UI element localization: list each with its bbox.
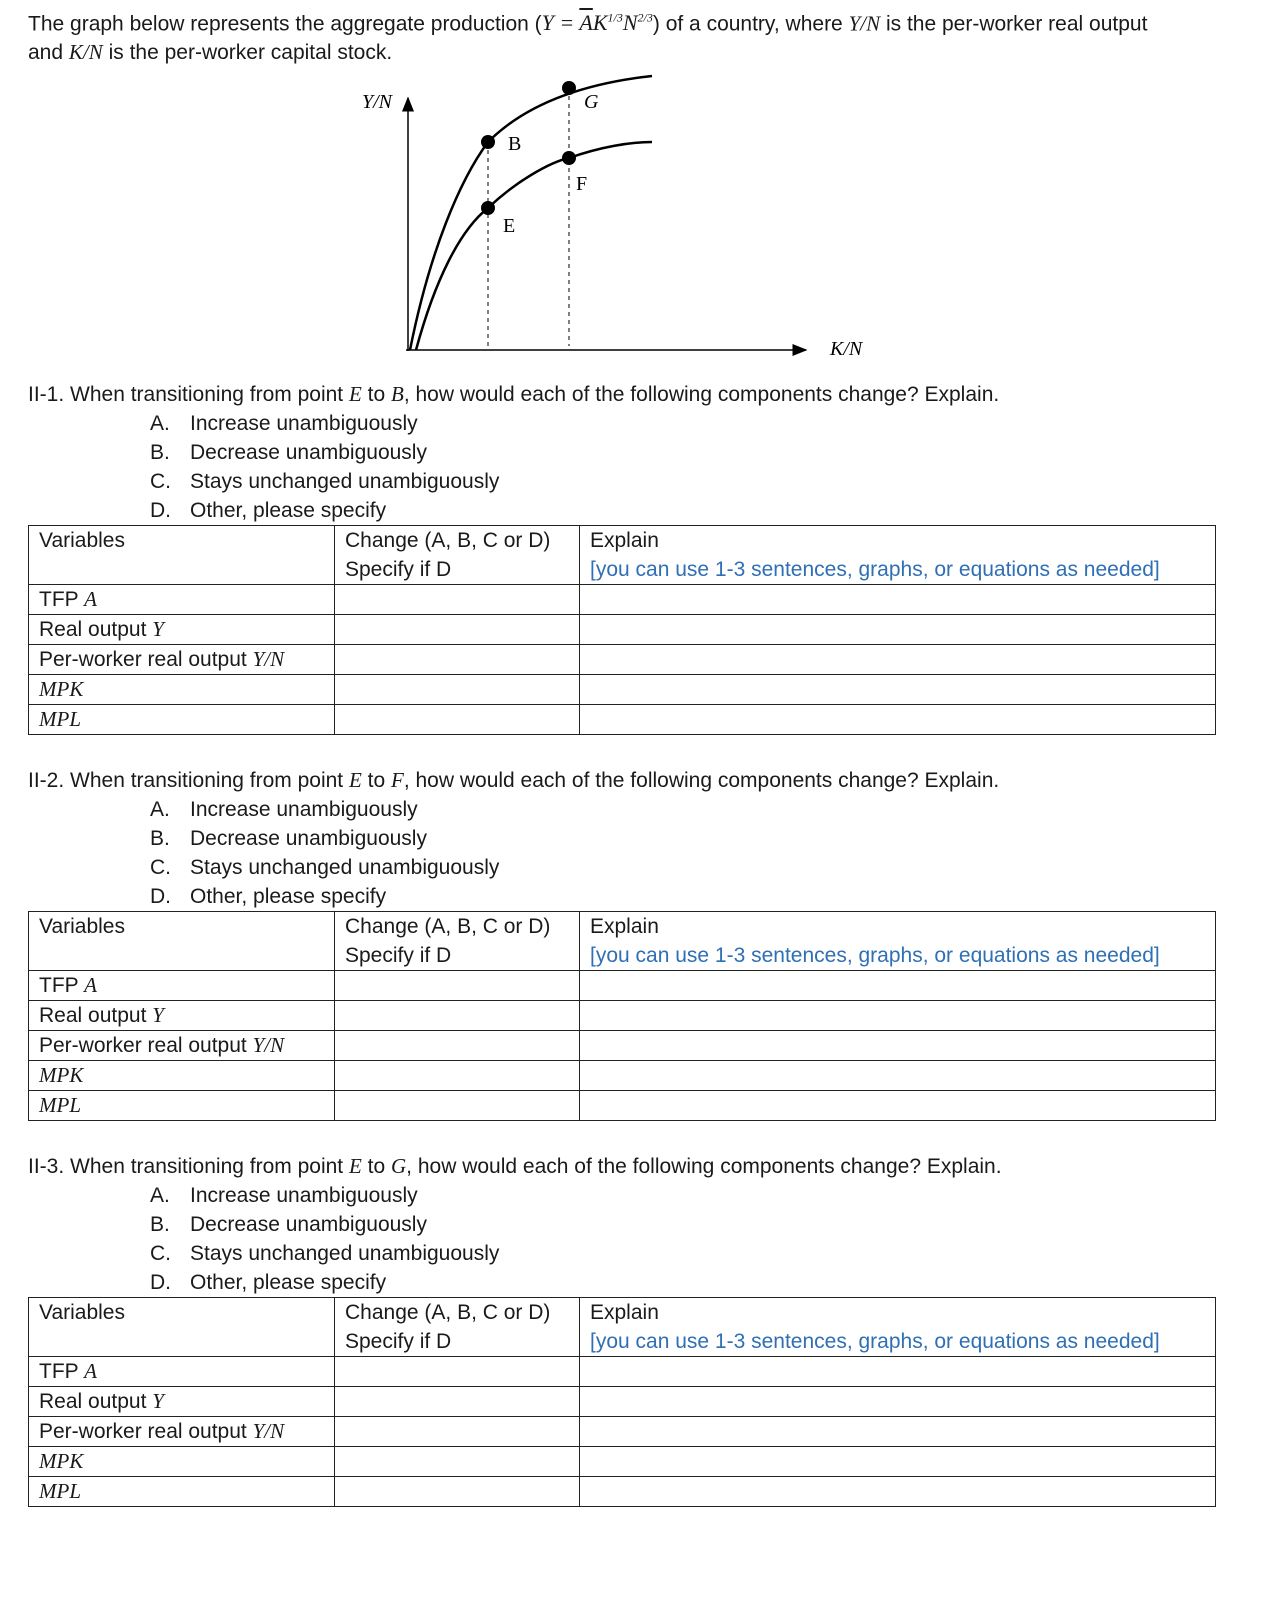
table-row <box>29 1091 1216 1121</box>
explain-cell[interactable] <box>580 1357 1216 1387</box>
point-g-label: G <box>584 91 599 113</box>
question-prefix: II-1. When transitioning from point <box>28 383 349 406</box>
variable-symbol: Y/N <box>252 1033 285 1057</box>
table-row <box>29 585 1216 615</box>
option-d <box>150 882 1254 911</box>
production-function-formula: $Y = \overline{A}K^{1/3}N^{2/3}$ <box>541 10 653 36</box>
header-change-line1: Change (A, B, C or D) <box>345 529 551 552</box>
question-from-point: E <box>348 1154 362 1178</box>
variable-per-worker-output <box>29 1417 335 1447</box>
explain-cell[interactable] <box>580 1061 1216 1091</box>
variable-per-worker-output <box>29 645 335 675</box>
option-letter: A. <box>150 412 170 435</box>
option-b <box>150 1210 1254 1239</box>
option-text: Other, please specify <box>190 1271 387 1294</box>
point-f-label: F <box>576 173 588 195</box>
change-cell[interactable] <box>335 1031 580 1061</box>
header-explain-hint: [you can use 1-3 sentences, graphs, or equations as needed] <box>590 1330 1160 1353</box>
variable-prefix: Per-worker real output <box>39 1420 253 1443</box>
question-suffix: , how would each of the following components change? Explain. <box>403 383 1000 406</box>
variable-prefix: Real output <box>39 1004 153 1027</box>
table-row <box>29 1477 1216 1507</box>
table-row <box>29 1061 1216 1091</box>
question-from-point: E <box>348 768 362 792</box>
variable-tfp <box>29 585 335 615</box>
change-cell[interactable] <box>335 705 580 735</box>
variable-prefix: TFP <box>39 1360 85 1383</box>
variable-symbol: MPK <box>39 1063 84 1087</box>
option-text: Increase unambiguously <box>190 1184 418 1207</box>
variable-symbol: MPL <box>39 707 81 731</box>
header-change <box>335 526 580 585</box>
intro-text-middle: ) of a country, where <box>652 12 849 36</box>
change-cell[interactable] <box>335 1001 580 1031</box>
intro-yn: Y/N <box>848 11 881 36</box>
variable-mpk <box>29 1061 335 1091</box>
option-b <box>150 438 1254 467</box>
explain-cell[interactable] <box>580 615 1216 645</box>
variable-tfp <box>29 1357 335 1387</box>
variable-mpk <box>29 1447 335 1477</box>
production-function-graph <box>340 70 940 370</box>
option-text: Increase unambiguously <box>190 798 418 821</box>
option-letter: D. <box>150 1271 171 1294</box>
option-letter: D. <box>150 885 171 908</box>
table-row <box>29 971 1216 1001</box>
variable-prefix: Real output <box>39 618 153 641</box>
question-to-point: F <box>391 768 404 792</box>
variable-mpk <box>29 675 335 705</box>
option-letter: C. <box>150 470 171 493</box>
header-change-line2: Specify if D <box>345 558 452 581</box>
intro-kn: K/N <box>68 40 103 65</box>
point-b-marker <box>481 135 495 149</box>
point-g-marker <box>562 81 576 95</box>
table-row <box>29 1357 1216 1387</box>
option-letter: B. <box>150 441 170 464</box>
variable-prefix: Real output <box>39 1390 153 1413</box>
option-text: Stays unchanged unambiguously <box>190 470 500 493</box>
options-list <box>28 795 1254 911</box>
table-row <box>29 1031 1216 1061</box>
point-f-marker <box>562 151 576 165</box>
header-change-line2: Specify if D <box>345 944 452 967</box>
option-letter: A. <box>150 1184 170 1207</box>
variable-mpl <box>29 705 335 735</box>
header-explain-line1: Explain <box>590 915 659 938</box>
explain-cell[interactable] <box>580 585 1216 615</box>
variable-real-output <box>29 1387 335 1417</box>
table-header-row <box>29 1298 1216 1357</box>
option-letter: C. <box>150 856 171 879</box>
table-header-row <box>29 526 1216 585</box>
variable-real-output <box>29 1001 335 1031</box>
option-a <box>150 795 1254 824</box>
variable-symbol: Y <box>152 1003 164 1027</box>
header-variables: Variables <box>29 1298 335 1357</box>
explain-cell[interactable] <box>580 645 1216 675</box>
header-change <box>335 912 580 971</box>
option-c <box>150 853 1254 882</box>
y-axis-label: Y/N <box>362 91 393 113</box>
variable-tfp <box>29 971 335 1001</box>
variable-symbol: A <box>84 973 97 997</box>
change-cell[interactable] <box>335 1091 580 1121</box>
option-text: Increase unambiguously <box>190 412 418 435</box>
option-d <box>150 1268 1254 1297</box>
change-cell[interactable] <box>335 1061 580 1091</box>
question-to-point: B <box>391 382 404 406</box>
header-variables: Variables <box>29 912 335 971</box>
option-d <box>150 496 1254 525</box>
option-letter: D. <box>150 499 171 522</box>
question-suffix: , how would each of the following components change? Explain. <box>406 1155 1002 1178</box>
point-e-label: E <box>503 215 516 237</box>
question-from-point: E <box>348 382 362 406</box>
change-cell[interactable] <box>335 1417 580 1447</box>
explain-cell[interactable] <box>580 1091 1216 1121</box>
question-ii-2 <box>28 766 1254 795</box>
intro-text-before: The graph below represents the aggregate production ( <box>28 12 542 36</box>
change-cell[interactable] <box>335 971 580 1001</box>
intro-paragraph <box>28 4 1258 67</box>
variable-per-worker-output <box>29 1031 335 1061</box>
section-ii-1 <box>28 380 1254 735</box>
variable-prefix: Per-worker real output <box>39 648 253 671</box>
option-a <box>150 1181 1254 1210</box>
question-to-word: to <box>361 383 391 406</box>
header-change-line1: Change (A, B, C or D) <box>345 915 551 938</box>
header-explain-line1: Explain <box>590 529 659 552</box>
options-list <box>28 409 1254 525</box>
explain-cell[interactable] <box>580 705 1216 735</box>
variable-symbol: Y/N <box>252 647 285 671</box>
intro-line2-prefix: and <box>28 41 69 65</box>
variable-symbol: MPK <box>39 677 84 701</box>
answer-table-ii-2 <box>28 911 1216 1121</box>
x-axis-label: K/N <box>830 338 863 360</box>
change-cell[interactable] <box>335 1387 580 1417</box>
explain-cell[interactable] <box>580 971 1216 1001</box>
table-row <box>29 645 1216 675</box>
answer-table-ii-1 <box>28 525 1216 735</box>
table-row <box>29 1001 1216 1031</box>
variable-mpl <box>29 1091 335 1121</box>
option-a <box>150 409 1254 438</box>
explain-cell[interactable] <box>580 1447 1216 1477</box>
section-ii-2 <box>28 766 1254 1121</box>
change-cell[interactable] <box>335 585 580 615</box>
table-row <box>29 675 1216 705</box>
question-suffix: , how would each of the following components change? Explain. <box>403 769 1000 792</box>
variable-symbol: A <box>84 1359 97 1383</box>
question-prefix: II-2. When transitioning from point <box>28 769 349 792</box>
option-c <box>150 467 1254 496</box>
change-cell[interactable] <box>335 1477 580 1507</box>
question-ii-1 <box>28 380 1254 409</box>
explain-cell[interactable] <box>580 1001 1216 1031</box>
option-b <box>150 824 1254 853</box>
table-row <box>29 615 1216 645</box>
question-prefix: II-3. When transitioning from point <box>28 1155 349 1178</box>
header-explain <box>580 1298 1216 1357</box>
explain-cell[interactable] <box>580 1031 1216 1061</box>
option-letter: C. <box>150 1242 171 1265</box>
lower-production-curve <box>416 142 652 350</box>
variable-symbol: Y/N <box>252 1419 285 1443</box>
table-header-row <box>29 912 1216 971</box>
option-text: Other, please specify <box>190 499 387 522</box>
option-text: Stays unchanged unambiguously <box>190 1242 500 1265</box>
explain-cell[interactable] <box>580 675 1216 705</box>
variable-prefix: TFP <box>39 588 85 611</box>
question-to-word: to <box>361 1155 391 1178</box>
table-row <box>29 1387 1216 1417</box>
variable-symbol: Y <box>152 617 164 641</box>
option-text: Stays unchanged unambiguously <box>190 856 500 879</box>
options-list <box>28 1181 1254 1297</box>
variable-prefix: TFP <box>39 974 85 997</box>
table-row <box>29 1447 1216 1477</box>
explain-cell[interactable] <box>580 1387 1216 1417</box>
header-explain <box>580 912 1216 971</box>
option-text: Decrease unambiguously <box>190 1213 427 1236</box>
header-explain-hint: [you can use 1-3 sentences, graphs, or equations as needed] <box>590 944 1160 967</box>
header-change-line1: Change (A, B, C or D) <box>345 1301 551 1324</box>
option-text: Other, please specify <box>190 885 387 908</box>
option-letter: B. <box>150 1213 170 1236</box>
option-c <box>150 1239 1254 1268</box>
explain-cell[interactable] <box>580 1477 1216 1507</box>
variable-symbol: MPL <box>39 1479 81 1503</box>
point-b-label: B <box>508 133 522 155</box>
question-ii-3 <box>28 1152 1254 1181</box>
variable-mpl <box>29 1477 335 1507</box>
variable-symbol: MPL <box>39 1093 81 1117</box>
change-cell[interactable] <box>335 1357 580 1387</box>
change-cell[interactable] <box>335 615 580 645</box>
variable-symbol: MPK <box>39 1449 84 1473</box>
header-change <box>335 1298 580 1357</box>
variable-symbol: Y <box>152 1389 164 1413</box>
change-cell[interactable] <box>335 1447 580 1477</box>
point-e-marker <box>481 201 495 215</box>
explain-cell[interactable] <box>580 1417 1216 1447</box>
answer-table-ii-3 <box>28 1297 1216 1507</box>
question-to-point: G <box>391 1154 407 1178</box>
variable-prefix: Per-worker real output <box>39 1034 253 1057</box>
table-row <box>29 705 1216 735</box>
change-cell[interactable] <box>335 675 580 705</box>
option-text: Decrease unambiguously <box>190 827 427 850</box>
header-variables: Variables <box>29 526 335 585</box>
upper-production-curve <box>410 76 652 350</box>
section-ii-3 <box>28 1152 1254 1507</box>
option-text: Decrease unambiguously <box>190 441 427 464</box>
variable-real-output <box>29 615 335 645</box>
header-explain-line1: Explain <box>590 1301 659 1324</box>
variable-symbol: A <box>84 587 97 611</box>
header-explain <box>580 526 1216 585</box>
table-row <box>29 1417 1216 1447</box>
header-explain-hint: [you can use 1-3 sentences, graphs, or equations as needed] <box>590 558 1160 581</box>
option-letter: A. <box>150 798 170 821</box>
question-to-word: to <box>361 769 391 792</box>
change-cell[interactable] <box>335 645 580 675</box>
intro-line2-suffix: is the per-worker capital stock. <box>102 41 393 65</box>
header-change-line2: Specify if D <box>345 1330 452 1353</box>
option-letter: B. <box>150 827 170 850</box>
intro-text-after: is the per-worker real output <box>880 12 1148 36</box>
